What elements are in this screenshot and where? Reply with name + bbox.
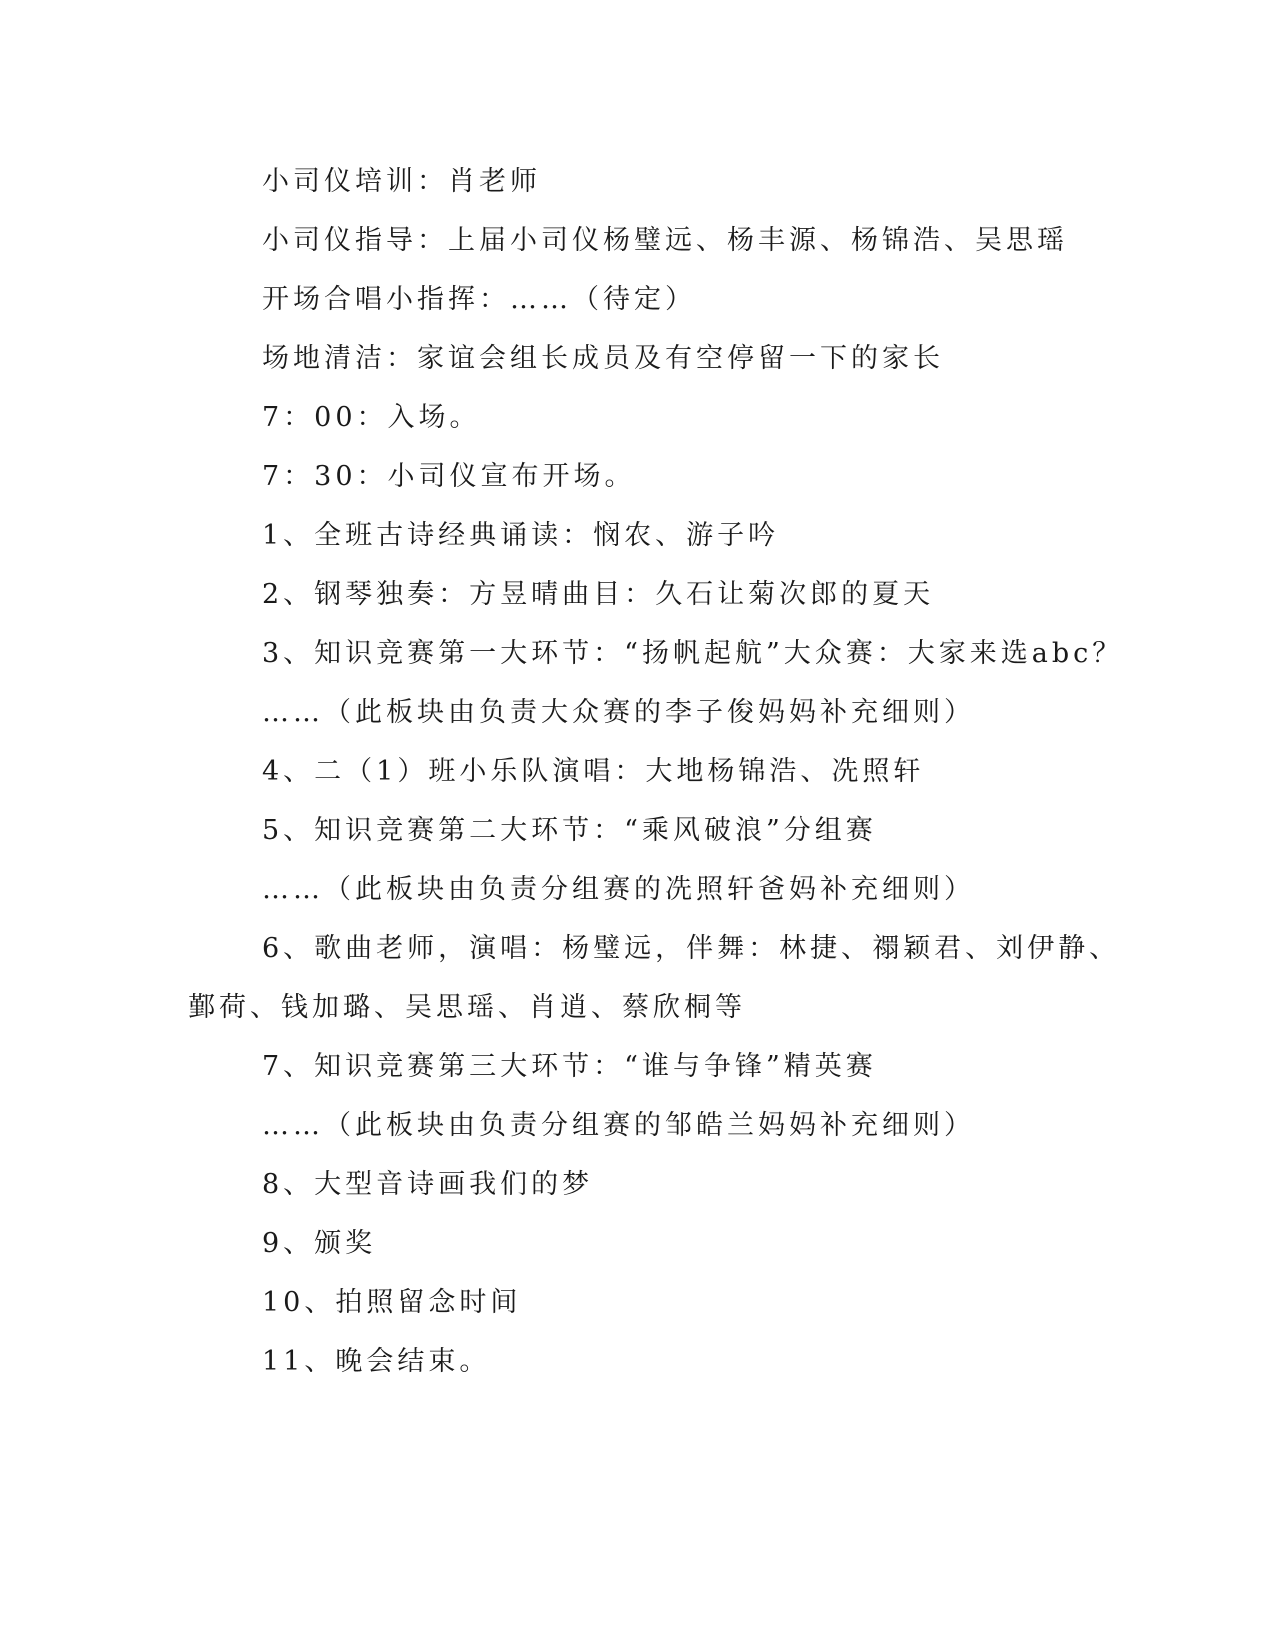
text-line: 5、知识竞赛第二大环节：“乘风破浪”分组赛 [262,815,877,846]
text-line: ……（此板块由负责大众赛的李子俊妈妈补充细则） [262,697,975,728]
text-line: 10、拍照留念时间 [262,1287,522,1318]
text-line: 4、二（1）班小乐队演唱：大地杨锦浩、冼照轩 [262,756,925,787]
text-line: 8、大型音诗画我们的梦 [262,1169,594,1200]
text-line: 11、晚会结束。 [262,1346,491,1377]
text-line: ……（此板块由负责分组赛的邹皓兰妈妈补充细则） [262,1110,975,1141]
text-line: 开场合唱小指挥：……（待定） [262,284,696,315]
text-line: 鄞荷、钱加璐、吴思瑶、肖逍、蔡欣桐等 [188,992,746,1023]
text-line: 7：30：小司仪宣布开场。 [262,461,636,492]
text-line: 小司仪指导：上届小司仪杨璧远、杨丰源、杨锦浩、吴思瑶 [262,225,1068,256]
text-line: 3、知识竞赛第一大环节：“扬帆起航”大众赛：大家来选abc？ [262,638,1124,669]
text-line: 1、全班古诗经典诵读：悯农、游子吟 [262,520,780,551]
text-line: 场地清洁：家谊会组长成员及有空停留一下的家长 [262,343,944,374]
text-line: ……（此板块由负责分组赛的冼照轩爸妈补充细则） [262,874,975,905]
text-line: 2、钢琴独奏：方昱晴曲目：久石让菊次郎的夏天 [262,579,935,610]
text-line: 小司仪培训：肖老师 [262,166,541,197]
text-line: 9、颁奖 [262,1228,377,1259]
text-line: 7：00：入场。 [262,402,481,433]
text-line: 7、知识竞赛第三大环节：“谁与争锋”精英赛 [262,1051,877,1082]
text-line: 6、歌曲老师，演唱：杨璧远，伴舞：林捷、禤颖君、刘伊静、 [262,933,1121,964]
